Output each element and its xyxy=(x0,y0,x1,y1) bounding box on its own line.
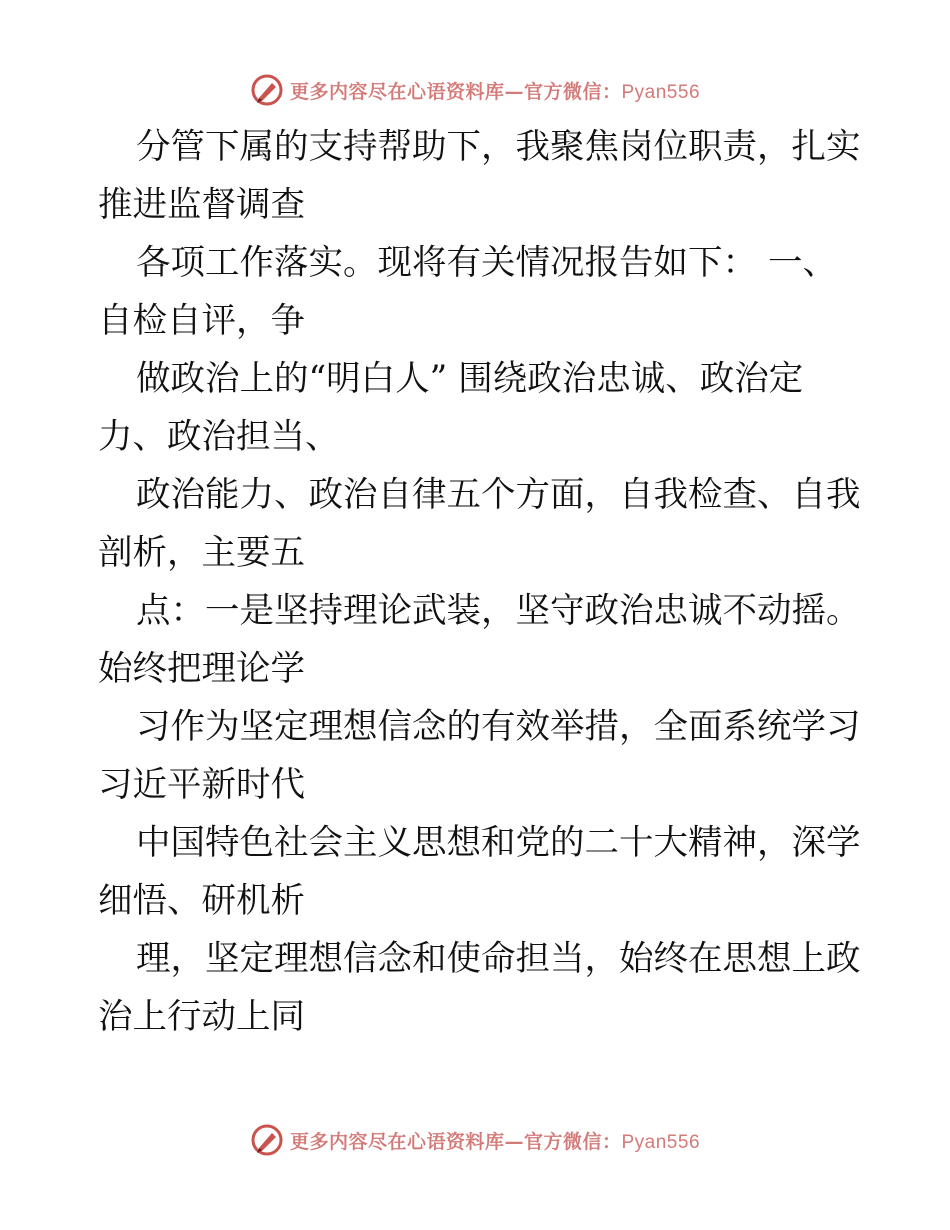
footer-watermark xyxy=(0,1120,950,1160)
text-line: 习近平新时代 xyxy=(98,765,305,805)
watermark-separator: — xyxy=(504,1130,524,1153)
watermark-separator: — xyxy=(504,80,524,103)
watermark-suffix: 官方微信： xyxy=(523,1130,622,1153)
text-line: 细悟、研机析 xyxy=(98,881,305,921)
text-line: 始终把理论学 xyxy=(98,649,305,689)
pen-logo-icon xyxy=(250,1123,284,1157)
watermark-text: 更多内容尽在心语资料库 xyxy=(289,1130,505,1153)
text-line: 剖析，主要五 xyxy=(98,533,305,573)
watermark-id: Pyan556 xyxy=(621,1131,701,1153)
text-line: 力、政治担当、 xyxy=(98,417,340,457)
body-text xyxy=(98,118,868,1046)
pen-logo-icon xyxy=(250,73,284,107)
text-line: 政治能力、政治自律五个方面，自我检查、自我 xyxy=(136,475,861,515)
watermark-suffix: 官方微信： xyxy=(523,80,622,103)
text-line: 点：一是坚持理论武装，坚守政治忠诚不动摇。 xyxy=(136,591,861,631)
text-line: 做政治上的“明白人” 围绕政治忠诚、政治定 xyxy=(136,359,804,399)
header-watermark xyxy=(0,70,950,110)
text-line: 习作为坚定理想信念的有效举措，全面系统学习 xyxy=(136,707,861,747)
watermark-text: 更多内容尽在心语资料库 xyxy=(289,80,505,103)
text-line: 中国特色社会主义思想和党的二十大精神，深学 xyxy=(136,823,861,863)
watermark-id: Pyan556 xyxy=(621,81,701,103)
text-line: 推进监督调查 xyxy=(98,185,305,225)
text-line: 分管下属的支持帮助下，我聚焦岗位职责，扎实 xyxy=(136,127,861,167)
text-line: 理，坚定理想信念和使命担当，始终在思想上政 xyxy=(136,939,861,979)
text-line: 自检自评，争 xyxy=(98,301,305,341)
text-line: 各项工作落实。现将有关情况报告如下： 一、 xyxy=(136,243,837,283)
text-line: 治上行动上同 xyxy=(98,997,305,1037)
